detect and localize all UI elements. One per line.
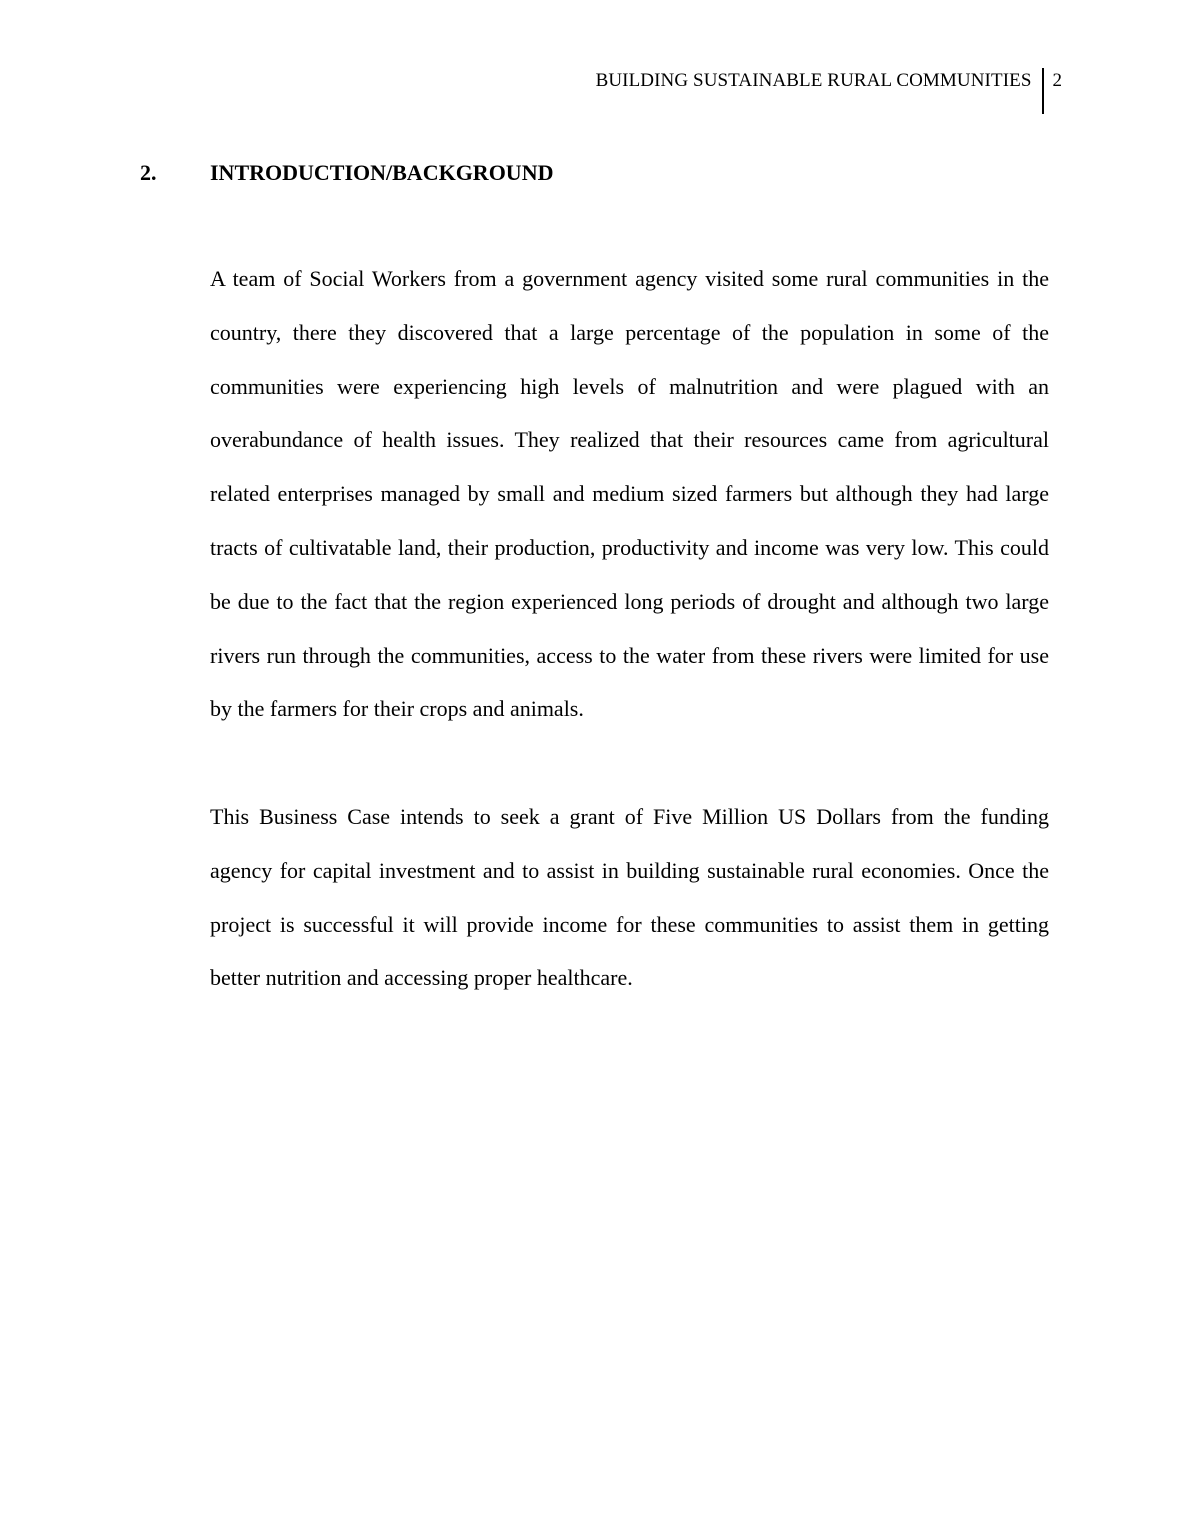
section-heading [140, 158, 553, 188]
paragraph-business-case: This Business Case intends to seek a grant of Five Million US Dollars from the funding agency for capital investment and to assist in building sustainable rural economies. Once the project is successful it will provide income for these communities to assist them in getting better nutrition and accessing proper healthcare. [210, 804, 1049, 991]
section-number: 2. [140, 160, 157, 185]
running-head [596, 68, 1062, 114]
running-head-title: BUILDING SUSTAINABLE RURAL COMMUNITIES [595, 70, 1032, 91]
section-title: INTRODUCTION/BACKGROUND [210, 160, 554, 185]
page-number: 2 [1052, 70, 1062, 91]
paragraph-background: A team of Social Workers from a government agency visited some rural communities in the country, there they discovered that a large percentage of the population in some of the communities were experiencing high levels of malnutrition and were plagued with an overabundance of health issues. They realized that their resources came from agricultural related enterprises managed by small and medium sized farmers but although they had large tracts of cultivatable land, their production, productivity and income was very low. This could be due to the fact that the region experienced long periods of drought and although two large rivers run through the communities, access to the water from these rivers were limited for use by the farmers for their crops and animals. [210, 266, 1049, 722]
